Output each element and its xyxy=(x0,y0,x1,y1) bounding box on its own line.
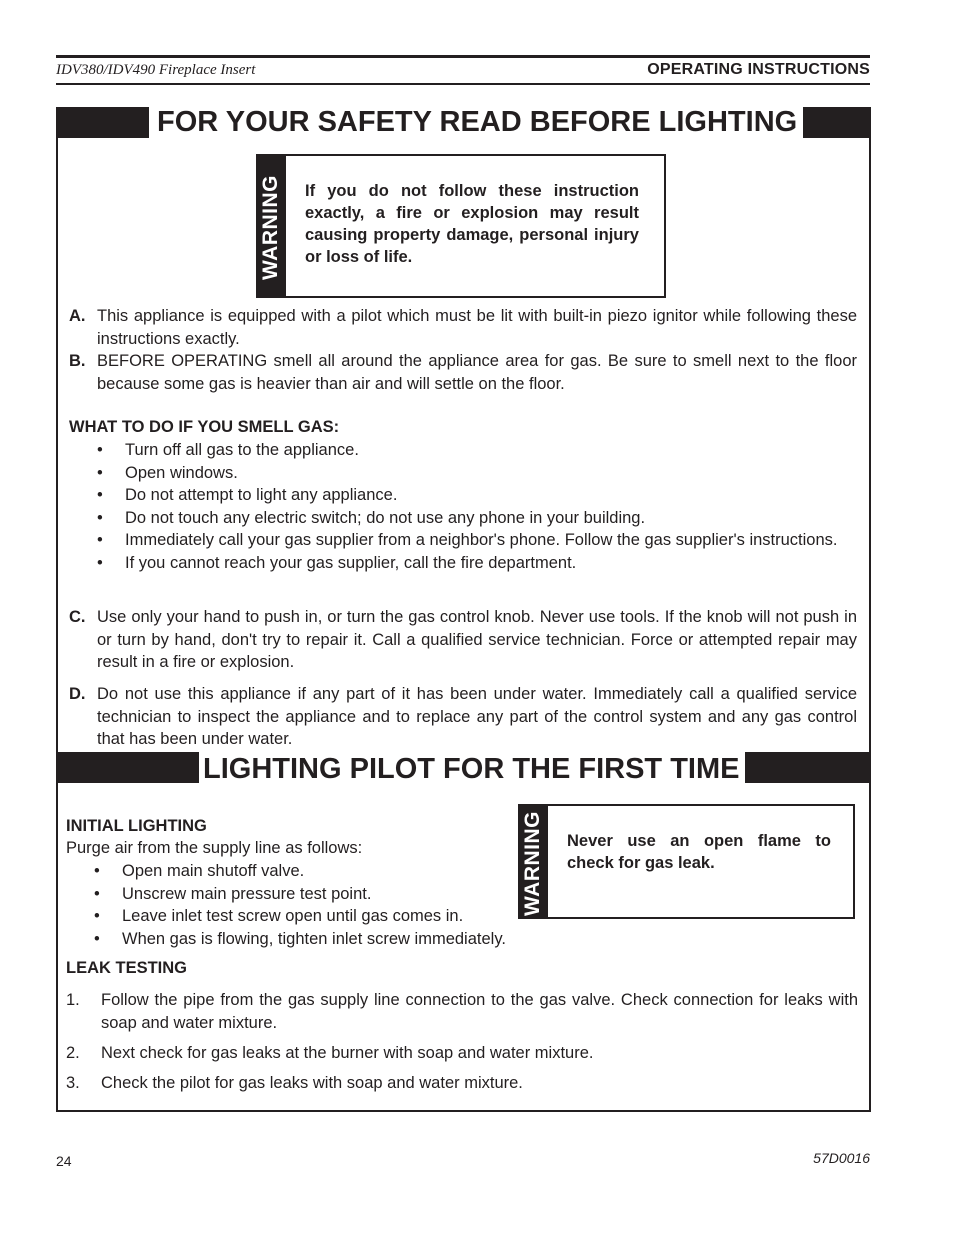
list-item xyxy=(66,989,858,1034)
list-item: • If you cannot reach your gas supplier, call the fire department. xyxy=(97,553,577,572)
list-item: • Leave inlet test screw open until gas comes in. xyxy=(94,907,464,925)
list-item xyxy=(66,1042,858,1065)
warning-text: Never use an open flame to check for gas leak. xyxy=(567,832,831,872)
list-item: • Do not attempt to light any appliance. xyxy=(97,486,398,504)
lighting-title: LIGHTING PILOT FOR THE FIRST TIME xyxy=(199,750,745,788)
item-number: 1. xyxy=(66,991,80,1009)
list-item: • Immediately call your gas supplier from a neighbor's phone. Follow the gas supplier's instructions. xyxy=(97,531,838,549)
item-letter: D. xyxy=(69,685,86,703)
item-b xyxy=(69,350,857,395)
safety-warning-box xyxy=(256,154,666,298)
list-item: • Do not touch any electric switch; do not use any phone in your building. xyxy=(97,508,646,527)
list-item: • Open main shutoff valve. xyxy=(94,862,305,880)
item-number: 2. xyxy=(66,1044,80,1062)
warning-tab xyxy=(258,156,286,296)
item-d xyxy=(69,683,857,751)
item-a xyxy=(69,305,857,350)
item-text: Check the pilot for gas leaks with soap and water mixture. xyxy=(101,1074,523,1092)
top-rule xyxy=(56,55,870,58)
warning-label: WARNING xyxy=(521,811,544,916)
warning-label: WARNING xyxy=(259,175,282,280)
section-title: OPERATING INSTRUCTIONS xyxy=(647,61,870,78)
lighting-section xyxy=(56,752,871,1112)
item-text: Follow the pipe from the gas supply line connection to the gas valve. Check connection for leaks with soap and water mixture. xyxy=(101,991,858,1032)
initial-lighting-intro: Purge air from the supply line as follows: xyxy=(66,839,363,857)
product-name: IDV380/IDV490 Fireplace Insert xyxy=(56,62,256,78)
initial-lighting-heading: INITIAL LIGHTING xyxy=(66,817,207,835)
safety-title: FOR YOUR SAFETY READ BEFORE LIGHTING xyxy=(149,103,803,141)
item-letter: C. xyxy=(69,608,86,626)
smell-gas-heading: WHAT TO DO IF YOU SMELL GAS: xyxy=(69,418,340,436)
item-c xyxy=(69,606,857,674)
list-item: • Turn off all gas to the appliance. xyxy=(97,441,359,459)
item-letter: A. xyxy=(69,307,86,325)
item-text: Use only your hand to push in, or turn the gas control knob. Never use tools. If the knob will not push in or turn by hand, don't try to repair it. Call a qualified service technician. Force or attempted repair may result in a fire or explosion. xyxy=(97,608,857,671)
item-text: Next check for gas leaks at the burner with soap and water mixture. xyxy=(101,1044,594,1062)
list-item: • Open windows. xyxy=(97,463,238,482)
initial-lighting-list xyxy=(94,860,574,950)
item-letter: B. xyxy=(69,352,86,370)
smell-gas-list xyxy=(97,439,857,574)
item-number: 3. xyxy=(66,1074,80,1092)
item-text: This appliance is equipped with a pilot which must be lit with built-in piezo ignitor while following these instructions exactly. xyxy=(97,307,857,348)
list-item: • Unscrew main pressure test point. xyxy=(94,884,372,903)
page-number: 24 xyxy=(56,1153,72,1169)
item-text: Do not use this appliance if any part of it has been under water. Immediately call a qualified service technician to inspect the appliance and to replace any part of the control system and any gas control that has been under water. xyxy=(97,685,857,748)
list-item xyxy=(66,1072,858,1095)
header-rule xyxy=(56,83,870,85)
list-item: • When gas is flowing, tighten inlet screw immediately. xyxy=(94,929,506,948)
leak-testing-heading: LEAK TESTING xyxy=(66,959,188,977)
warning-text: If you do not follow these instruction exactly, a fire or explosion may result causing property damage, personal injury or loss of life. xyxy=(305,182,639,266)
document-code: 57D0016 xyxy=(813,1150,870,1166)
item-text: BEFORE OPERATING smell all around the appliance area for gas. Be sure to smell next to the floor because some gas is heavier than air and will settle on the floor. xyxy=(97,352,857,393)
safety-section xyxy=(56,107,871,752)
